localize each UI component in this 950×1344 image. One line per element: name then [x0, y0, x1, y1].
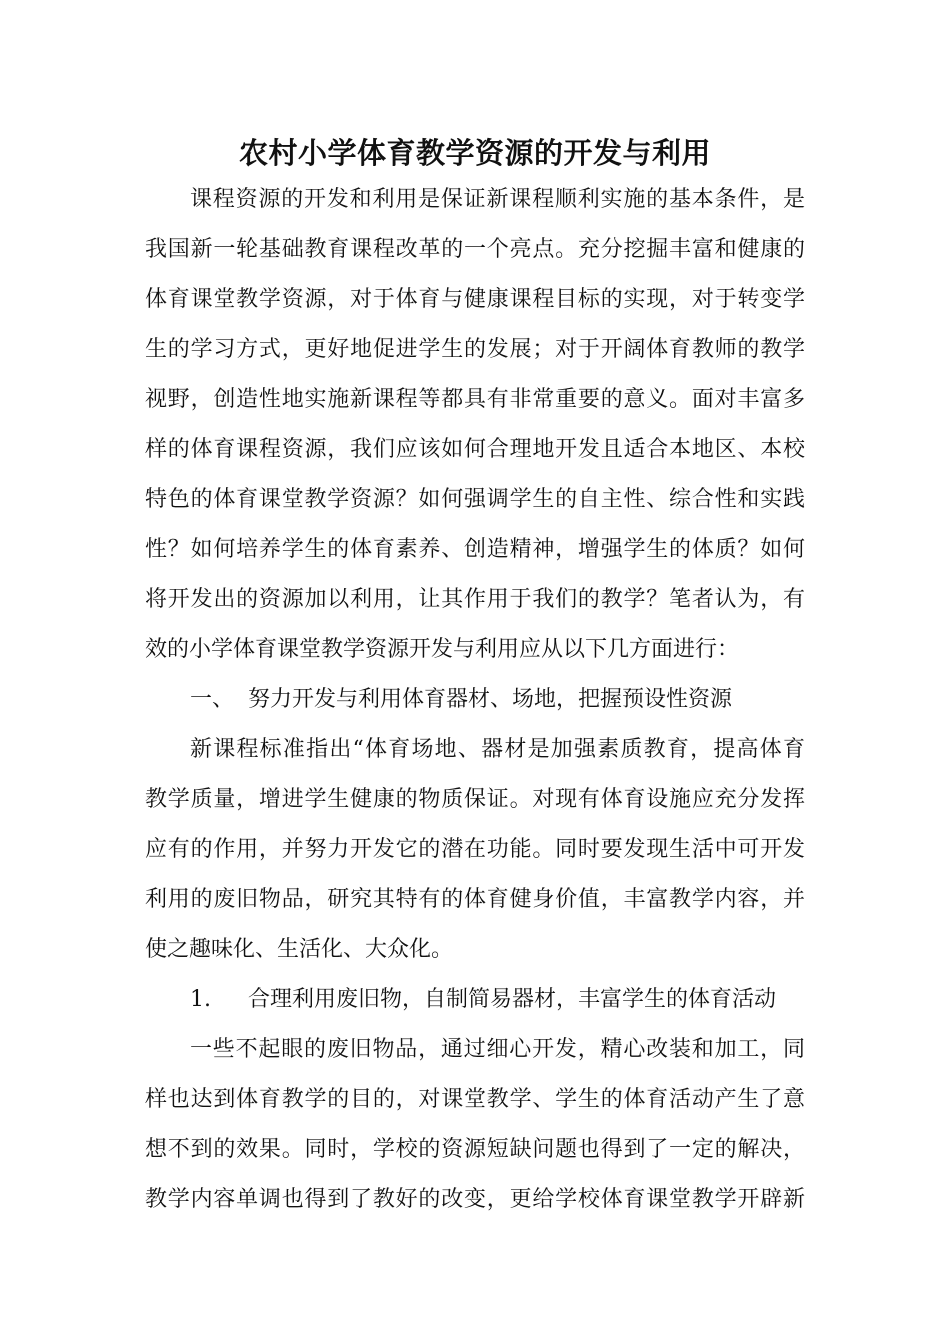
- section-heading: [190, 684, 805, 716]
- paragraph-line: 视野，创造性地实施新课程等都具有非常重要的意义。面对丰富多: [145, 387, 805, 412]
- paragraph-line: 想不到的效果。同时，学校的资源短缺问题也得到了一定的解决，: [145, 1137, 805, 1162]
- paragraph-line: 将开发出的资源加以利用，让其作用于我们的教学？笔者认为，有: [145, 587, 805, 612]
- paragraph-line: 教学内容单调也得到了教好的改变，更给学校体育课堂教学开辟新: [145, 1187, 805, 1212]
- subsection-heading: [190, 984, 805, 1016]
- paragraph-line: 生的学习方式，更好地促进学生的发展；对于开阔体育教师的教学: [145, 337, 805, 362]
- paragraph-line: 样的体育课程资源，我们应该如何合理地开发且适合本地区、本校: [145, 437, 805, 462]
- paragraph-line: 新课程标准指出“体育场地、器材是加强素质教育，提高体育: [190, 737, 805, 762]
- paragraph-line: 教学质量，增进学生健康的物质保证。对现有体育设施应充分发挥: [145, 787, 805, 812]
- paragraph-line: 效的小学体育课堂教学资源开发与利用应从以下几方面进行：: [145, 637, 740, 662]
- section-number: 一、: [190, 687, 235, 712]
- paragraph-line: 使之趣味化、生活化、大众化。: [145, 937, 454, 962]
- paragraph-line: 一些不起眼的废旧物品，通过细心开发，精心改装和加工，同: [190, 1037, 805, 1062]
- section-title: 努力开发与利用体育器材、场地，把握预设性资源: [248, 687, 733, 712]
- paragraph-line: 我国新一轮基础教育课程改革的一个亮点。充分挖掘丰富和健康的: [145, 237, 805, 262]
- subsection-number: 1.: [190, 987, 211, 1012]
- paragraph-line: 利用的废旧物品，研究其特有的体育健身价值，丰富教学内容，并: [145, 887, 805, 912]
- document-title: 农村小学体育教学资源的开发与利用: [238, 136, 711, 170]
- paragraph-line: 特色的体育课堂教学资源？如何强调学生的自主性、综合性和实践: [145, 487, 805, 512]
- paragraph-line: 体育课堂教学资源，对于体育与健康课程目标的实现，对于转变学: [145, 287, 805, 312]
- paragraph-line: 性？如何培养学生的体育素养、创造精神，增强学生的体质？如何: [145, 537, 805, 562]
- paragraph-line: 应有的作用，并努力开发它的潜在功能。同时要发现生活中可开发: [145, 837, 805, 862]
- paragraph-line: 样也达到体育教学的目的，对课堂教学、学生的体育活动产生了意: [145, 1087, 805, 1112]
- subsection-title: 合理利用废旧物，自制简易器材，丰富学生的体育活动: [248, 987, 777, 1012]
- paragraph-line: 课程资源的开发和利用是保证新课程顺利实施的基本条件，是: [190, 187, 805, 212]
